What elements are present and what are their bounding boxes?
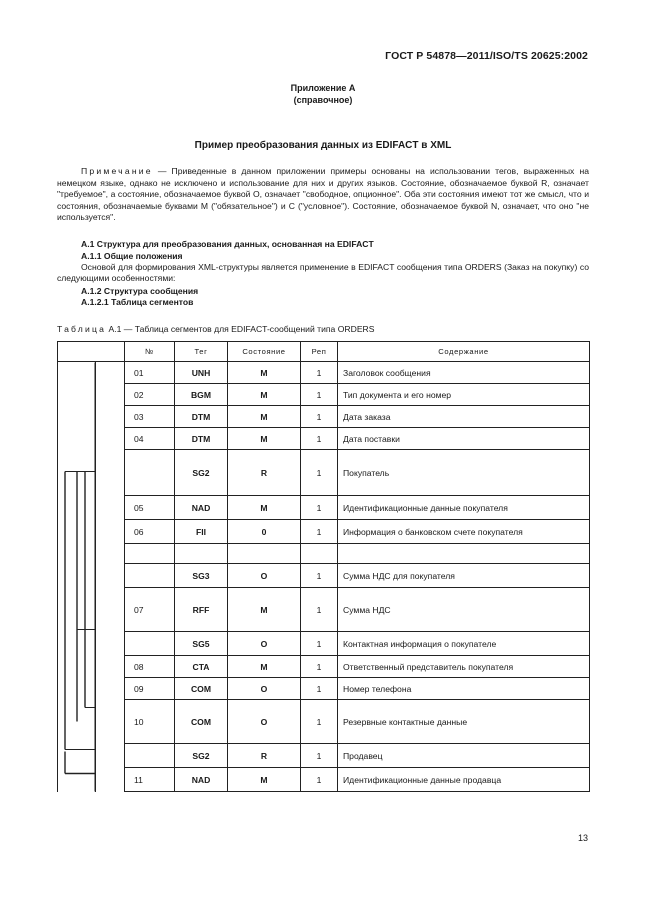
- header-state: Состояние: [228, 342, 301, 362]
- table-header-row: [58, 342, 590, 362]
- tree-a: [58, 428, 96, 450]
- row-num: 02: [125, 384, 175, 406]
- row-rep: 1: [301, 656, 338, 678]
- row-num: 05: [125, 496, 175, 520]
- row-state: M: [228, 406, 301, 428]
- row-content: Продавец: [338, 744, 590, 768]
- row-num: 07: [125, 588, 175, 632]
- note-text: — Приведенные в данном приложении примеры основаны на использовании тегов, выраженных на немецком языке, однако не исключено и использование для них и других языков. Состояние, обозначаемое буквой R, означает "требуемое", а состояние, обозначаемое буквой О, означает "свободное, опционное". Оба эти состояния имеют тот же смысл, что и состояния, обозначаемые буквами М ("обязательное") и С ("условное"). Состояние, обозначаемое буквой N, означает, что оно "не используется".: [57, 166, 589, 223]
- row-num: [125, 450, 175, 496]
- row-tag: FII: [175, 520, 228, 544]
- row-rep: 1: [301, 384, 338, 406]
- row-tag: SG2: [175, 450, 228, 496]
- table-row: [58, 450, 590, 496]
- tree-a: [58, 406, 96, 428]
- tree-a: [58, 588, 96, 632]
- tree-a: [58, 496, 96, 520]
- row-state: R: [228, 450, 301, 496]
- note-label: Примечание: [81, 166, 153, 176]
- table-caption-text: А.1 — Таблица сегментов для EDIFACT-сообщений типа ORDERS: [106, 324, 375, 334]
- row-content: Дата поставки: [338, 428, 590, 450]
- tree-b: [96, 520, 125, 544]
- table-row: [58, 520, 590, 544]
- row-state: O: [228, 700, 301, 744]
- section-a12: А.1.2 Структура сообщения: [81, 286, 199, 296]
- row-tag: DTM: [175, 406, 228, 428]
- row-tag: NAD: [175, 496, 228, 520]
- tree-a: [58, 744, 96, 768]
- header-tag: Тег: [175, 342, 228, 362]
- tree-b: [96, 632, 125, 656]
- header-content: Содержание: [338, 342, 590, 362]
- table-row: [58, 496, 590, 520]
- row-content: Покупатель: [338, 450, 590, 496]
- tree-a: [58, 520, 96, 544]
- tree-b: [96, 768, 125, 792]
- row-rep: 1: [301, 588, 338, 632]
- table-row: [58, 362, 590, 384]
- row-state: O: [228, 564, 301, 588]
- row-state: 0: [228, 520, 301, 544]
- tree-a: [58, 656, 96, 678]
- row-rep: 1: [301, 632, 338, 656]
- row-num: [125, 544, 175, 564]
- row-rep: 1: [301, 564, 338, 588]
- row-num: 03: [125, 406, 175, 428]
- header-num: №: [125, 342, 175, 362]
- row-num: [125, 564, 175, 588]
- tree-a: [58, 564, 96, 588]
- row-num: 06: [125, 520, 175, 544]
- tree-b: [96, 406, 125, 428]
- row-rep: 1: [301, 406, 338, 428]
- row-state: M: [228, 656, 301, 678]
- table-caption: [57, 324, 375, 334]
- row-tag: BGM: [175, 384, 228, 406]
- table-row: [58, 700, 590, 744]
- row-tag: CTA: [175, 656, 228, 678]
- row-state: O: [228, 678, 301, 700]
- table-row: [58, 678, 590, 700]
- row-num: 09: [125, 678, 175, 700]
- row-tag: COM: [175, 700, 228, 744]
- row-rep: 1: [301, 428, 338, 450]
- row-rep: [301, 544, 338, 564]
- row-rep: 1: [301, 768, 338, 792]
- tree-b: [96, 428, 125, 450]
- row-rep: 1: [301, 496, 338, 520]
- row-state: M: [228, 428, 301, 450]
- header-rep: Реп: [301, 342, 338, 362]
- row-state: M: [228, 384, 301, 406]
- table-row: [58, 564, 590, 588]
- row-tag: UNH: [175, 362, 228, 384]
- table-row: [58, 656, 590, 678]
- tree-a: [58, 450, 96, 496]
- appendix-subtitle: (справочное): [293, 95, 353, 105]
- row-content: Дата заказа: [338, 406, 590, 428]
- row-tag: SG5: [175, 632, 228, 656]
- table-row: [58, 632, 590, 656]
- section-a1: А.1 Структура для преобразования данных, основанная на EDIFACT: [81, 239, 374, 249]
- row-state: M: [228, 362, 301, 384]
- tree-a: [58, 768, 96, 792]
- row-num: 01: [125, 362, 175, 384]
- tree-a: [58, 678, 96, 700]
- row-content: [338, 544, 590, 564]
- row-state: [228, 544, 301, 564]
- row-tag: NAD: [175, 768, 228, 792]
- tree-a: [58, 700, 96, 744]
- row-state: M: [228, 496, 301, 520]
- section-a11: А.1.1 Общие положения: [81, 251, 183, 261]
- row-tag: [175, 544, 228, 564]
- row-state: R: [228, 744, 301, 768]
- tree-b: [96, 656, 125, 678]
- tree-b: [96, 744, 125, 768]
- row-content: Резервные контактные данные: [338, 700, 590, 744]
- row-content: Идентификационные данные покупателя: [338, 496, 590, 520]
- table-caption-label: Таблица: [57, 324, 107, 334]
- header-tree-column: [58, 342, 125, 362]
- row-tag: SG2: [175, 744, 228, 768]
- table-row: [58, 384, 590, 406]
- row-num: 10: [125, 700, 175, 744]
- table-row: [58, 544, 590, 564]
- appendix-heading: [0, 82, 646, 106]
- row-content: Идентификационные данные продавца: [338, 768, 590, 792]
- row-tag: RFF: [175, 588, 228, 632]
- table-row: [58, 406, 590, 428]
- tree-b: [96, 564, 125, 588]
- tree-b: [96, 450, 125, 496]
- tree-b: [96, 588, 125, 632]
- table-row: [58, 588, 590, 632]
- tree-a: [58, 362, 96, 384]
- row-content: Сумма НДС для покупателя: [338, 564, 590, 588]
- tree-b: [96, 700, 125, 744]
- section-a121: А.1.2.1 Таблица сегментов: [81, 297, 194, 307]
- row-tag: SG3: [175, 564, 228, 588]
- tree-b: [96, 384, 125, 406]
- tree-b: [96, 496, 125, 520]
- section-a11-text: Основой для формирования XML-структуры является применение в EDIFACT сообщения типа ORDERS (Заказ на покупку) со следующими особенностями:: [57, 262, 589, 284]
- tree-b: [96, 362, 125, 384]
- table-row: [58, 744, 590, 768]
- note-paragraph: [57, 166, 589, 224]
- tree-b: [96, 544, 125, 564]
- row-tag: COM: [175, 678, 228, 700]
- row-num: [125, 744, 175, 768]
- row-rep: 1: [301, 678, 338, 700]
- row-rep: 1: [301, 520, 338, 544]
- row-rep: 1: [301, 744, 338, 768]
- tree-a: [58, 384, 96, 406]
- row-content: Номер телефона: [338, 678, 590, 700]
- table-row: [58, 428, 590, 450]
- tree-b: [96, 678, 125, 700]
- row-rep: 1: [301, 700, 338, 744]
- row-content: Информация о банковском счете покупателя: [338, 520, 590, 544]
- row-rep: 1: [301, 450, 338, 496]
- row-num: [125, 632, 175, 656]
- row-num: 08: [125, 656, 175, 678]
- appendix-title: Приложение А: [290, 83, 356, 93]
- row-content: Сумма НДС: [338, 588, 590, 632]
- table-row: [58, 768, 590, 792]
- tree-a: [58, 632, 96, 656]
- row-num: 11: [125, 768, 175, 792]
- row-tag: DTM: [175, 428, 228, 450]
- row-content: Тип документа и его номер: [338, 384, 590, 406]
- document-header: ГОСТ Р 54878—2011/ISO/TS 20625:2002: [385, 50, 588, 62]
- row-num: 04: [125, 428, 175, 450]
- row-state: M: [228, 588, 301, 632]
- row-content: Заголовок сообщения: [338, 362, 590, 384]
- main-title: Пример преобразования данных из EDIFACT в XML: [194, 140, 452, 151]
- row-content: Ответственный представитель покупателя: [338, 656, 590, 678]
- row-state: O: [228, 632, 301, 656]
- segment-table: [57, 341, 590, 792]
- row-state: M: [228, 768, 301, 792]
- row-content: Контактная информация о покупателе: [338, 632, 590, 656]
- page-number: 13: [577, 833, 588, 843]
- row-rep: 1: [301, 362, 338, 384]
- tree-a: [58, 544, 96, 564]
